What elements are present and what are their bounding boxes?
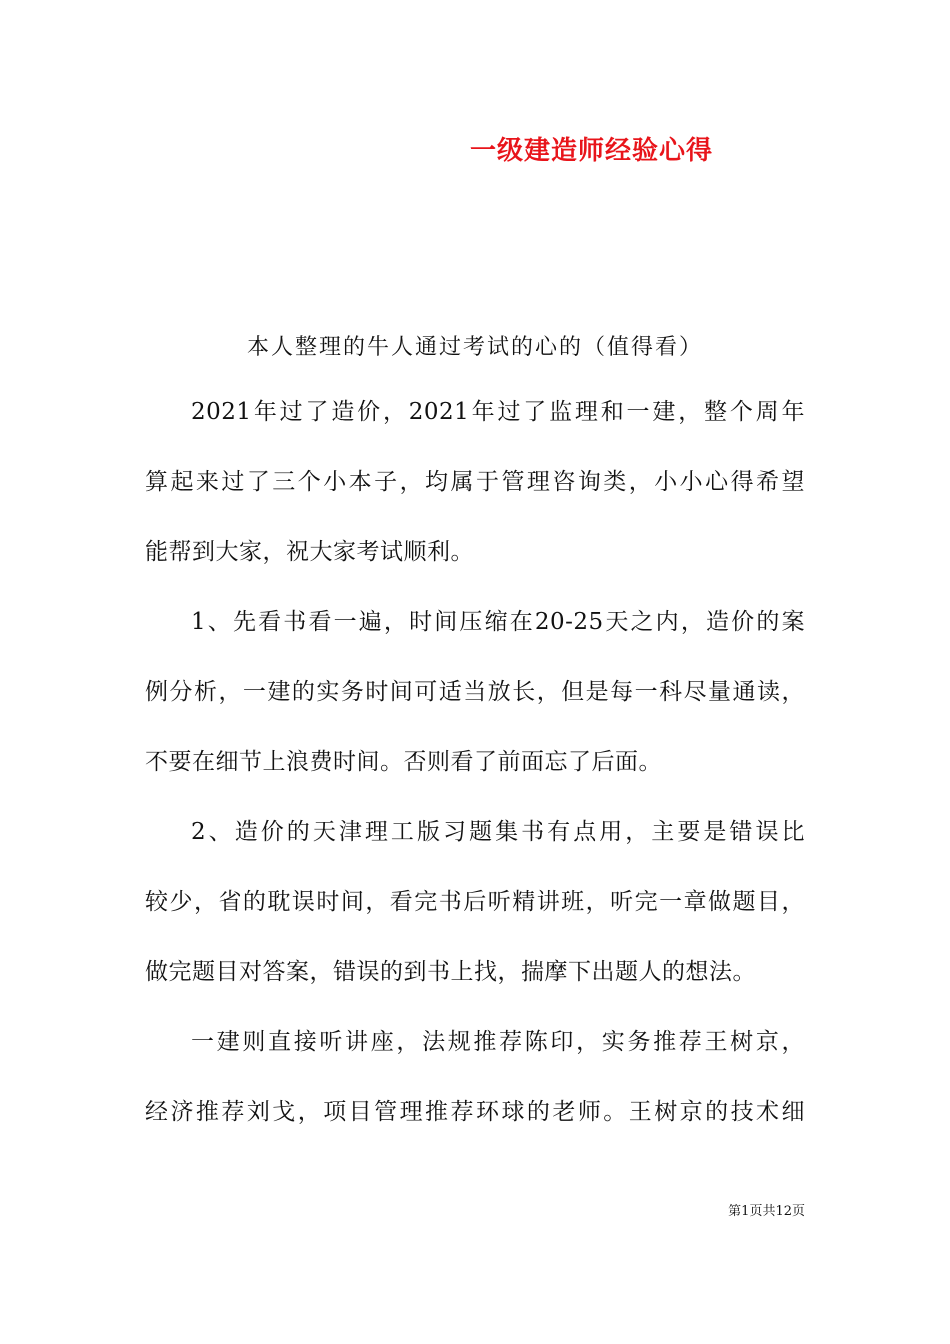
body-line: 能帮到大家，祝大家考试顺利。 [145,539,474,565]
body-line: 例分析，一建的实务时间可适当放长，但是每一科尽量通读， [145,679,805,705]
body-line: 2、造价的天津理工版习题集书有点用，主要是错误比 [191,819,805,845]
body-line: 1、先看书看一遍，时间压缩在20-25天之内，造价的案 [191,609,805,635]
body-line: 较少，省的耽误时间，看完书后听精讲班，听完一章做题目， [145,889,805,915]
body-line: 经济推荐刘戈，项目管理推荐环球的老师。王树京的技术细 [145,1099,805,1125]
document-subtitle: 本人整理的牛人通过考试的心的（值得看） [246,335,703,360]
page-number: 第1页共12页 [728,1204,805,1219]
body-line: 算起来过了三个小本子，均属于管理咨询类，小小心得希望 [145,469,805,495]
body-line: 不要在细节上浪费时间。否则看了前面忘了后面。 [145,749,662,775]
document-title: 一级建造师经验心得 [470,136,714,166]
body-line: 做完题目对答案，错误的到书上找，揣摩下出题人的想法。 [145,959,756,985]
body-line: 一建则直接听讲座，法规推荐陈印，实务推荐王树京， [191,1029,805,1055]
body-line: 2021年过了造价，2021年过了监理和一建，整个周年 [191,399,805,425]
document-body [145,390,805,1160]
